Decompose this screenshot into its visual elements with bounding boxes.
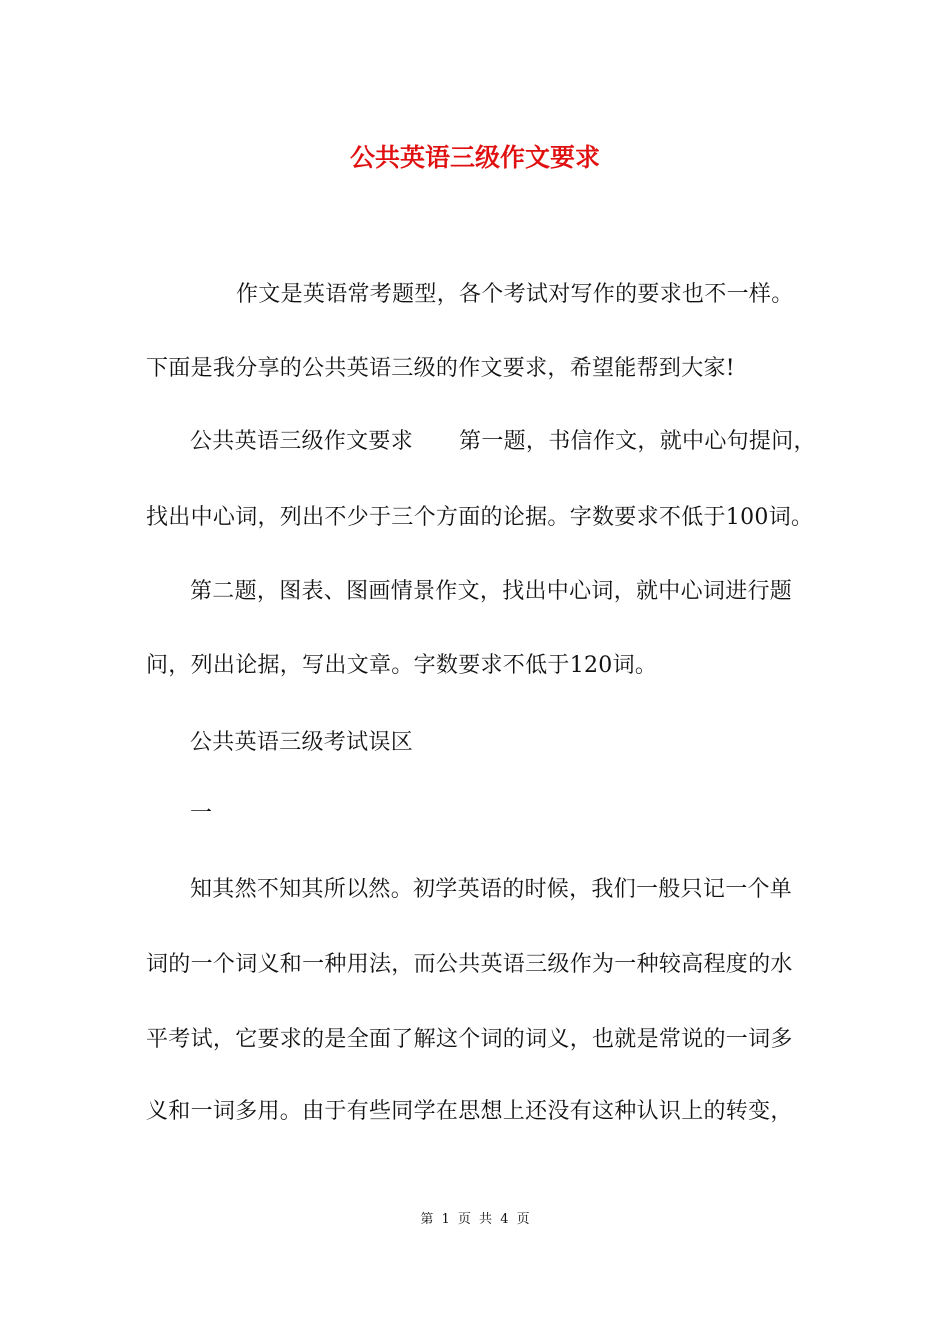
document-title: 公共英语三级作文要求 — [349, 143, 600, 172]
page-footer: 第 1 页 共 4 页 — [420, 1212, 530, 1227]
paragraph-line-6: 问，列出论据，写出文章。字数要求不低于120词。 — [146, 653, 658, 678]
paragraph-line-1: 作文是英语常考题型，各个考试对写作的要求也不一样。 — [236, 282, 794, 307]
section-number-one: 一 — [190, 801, 213, 826]
paragraph-line-12: 义和一词多用。由于有些同学在思想上还没有这种认识上的转变， — [146, 1099, 793, 1124]
paragraph-line-11: 平考试，它要求的是全面了解这个词的词义，也就是常说的一词多 — [146, 1027, 793, 1052]
paragraph-line-3 — [190, 427, 816, 457]
section-heading-writing-requirements: 公共英语三级作文要求 — [190, 429, 414, 454]
paragraph-line-10: 词的一个词义和一种用法，而公共英语三级作为一种较高程度的水 — [146, 952, 793, 977]
first-question-text: 第一题，书信作文，就中心句提问， — [459, 429, 816, 454]
paragraph-line-2: 下面是我分享的公共英语三级的作文要求，希望能帮到大家! — [146, 356, 735, 381]
paragraph-line-4: 找出中心词，列出不少于三个方面的论据。字数要求不低于100词。 — [146, 505, 814, 530]
section-heading-exam-pitfalls: 公共英语三级考试误区 — [190, 730, 414, 755]
paragraph-line-5: 第二题，图表、图画情景作文，找出中心词，就中心词进行题 — [190, 579, 793, 604]
paragraph-line-9: 知其然不知其所以然。初学英语的时候，我们一般只记一个单 — [190, 877, 793, 902]
